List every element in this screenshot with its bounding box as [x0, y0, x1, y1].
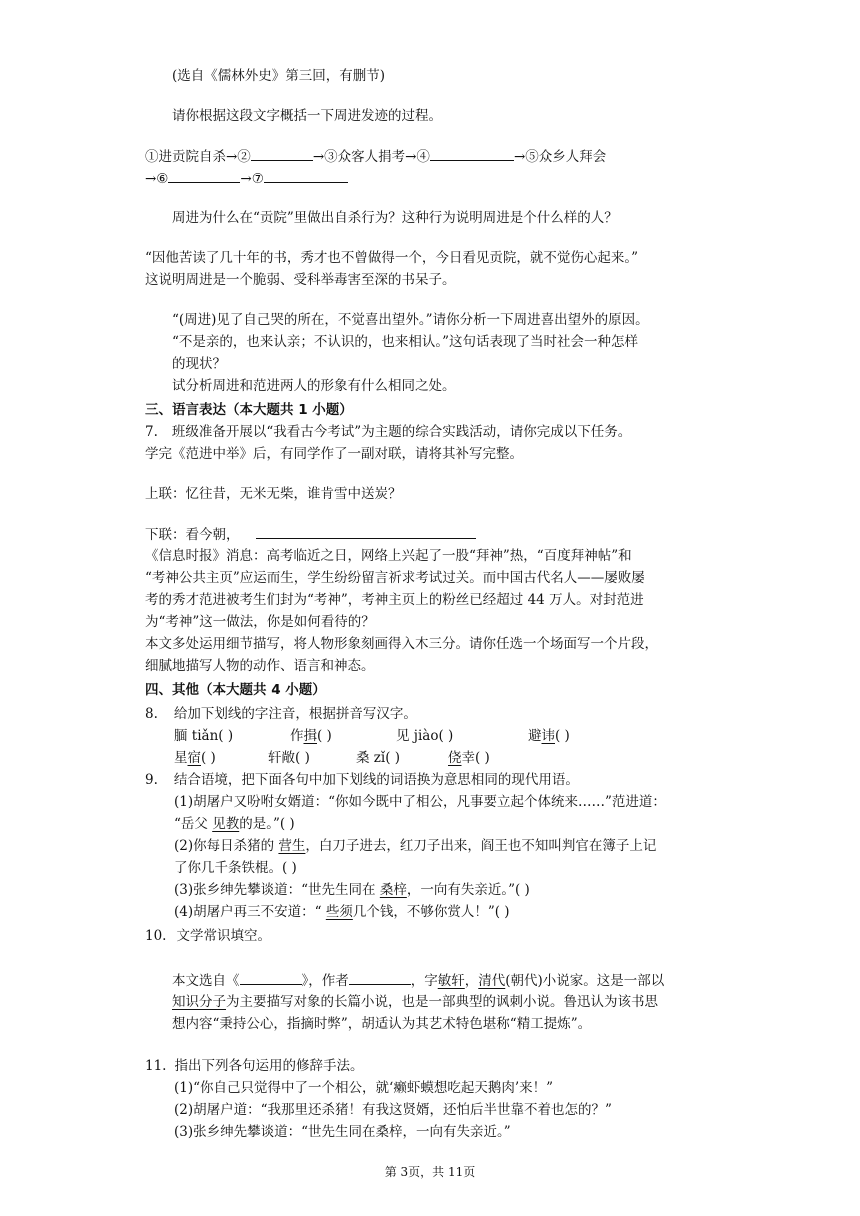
q10-line-2: 知识分子为主要描写对象的长篇小说，也是一部典型的讽刺小说。鲁迅认为该书思: [172, 994, 658, 1010]
q9-1-line-1: (1)胡屠户又吩咐女婿道：“你如今既中了相公，凡事要立起个体统来……”范进道：: [174, 794, 666, 810]
news-line-1: 《信息时报》消息：高考临近之日，网络上兴起了一股“拜神”热，“百度拜神帖”和: [145, 548, 632, 564]
q8-item: 侥幸( ): [448, 750, 490, 766]
q11-stem: 11. 指出下列各句运用的修辞手法。: [145, 1058, 364, 1074]
q6-prompt-4-line-2: 的现状？: [172, 356, 226, 372]
q7-line-1: 7. 班级准备开展以“我看古今考试”为主题的综合实践活动，请你完成以下任务。: [145, 424, 632, 440]
page-footer: 第 3页，共 11页: [384, 1165, 476, 1179]
q9-2-line-2: 了你几千条铁棍。( ): [174, 860, 297, 876]
source-note: (选自《儒林外史》第三回，有删节): [172, 68, 386, 84]
news-line-3: 考的秀才范进被考生们封为“考神”，考神主页上的粉丝已经超过 44 万人。对封范进: [145, 592, 644, 608]
q6-answer-2-line-2: 这说明周进是一个脆弱、受科举毒害至深的书呆子。: [145, 272, 456, 288]
q9-4: (4)胡屠户再三不安道：“ 些须几个钱，不够你赏人！”( ): [174, 904, 510, 920]
detail-line-1: 本文多处运用细节描写，将人物形象刻画得入木三分。请你任选一个场面写一个片段，: [145, 636, 658, 652]
news-line-4: 为“考神”这一做法，你是如何看待的？: [145, 614, 375, 630]
q10-line-1: 本文选自《 》，作者 ，字敏轩，清代(朝代)小说家。这是一部以: [172, 970, 664, 991]
q8-stem: 8. 给加下划线的字注音，根据拼音写汉字。: [145, 706, 417, 722]
couplet-upper: 上联：忆往昔，无米无柴，谁肯雪中送炭？: [145, 486, 402, 502]
q8-item: 星宿( ): [174, 750, 216, 766]
q8-item: 轩敞( ): [268, 750, 310, 766]
q7-line-2: 学完《范进中举》后，有同学作了一副对联，请将其补写完整。: [145, 446, 523, 462]
q11-1: (1)“你自己只觉得中了一个相公，就‘癞虾蟆想吃起天鹅肉’来！”: [174, 1080, 554, 1096]
section-4-heading: 四、其他（本大题共 4 小题）: [145, 682, 326, 698]
blank-6: [168, 168, 240, 183]
section-3-heading: 三、语言表达（本大题共 1 小题）: [145, 402, 353, 418]
q8-item: 腼 tiǎn( ): [174, 728, 234, 744]
q9-3: (3)张乡绅先攀谈道：“世先生同在 桑梓，一向有失亲近。”( ): [174, 882, 530, 898]
q8-item: 桑 zǐ( ): [356, 750, 401, 766]
q6-prompt-2: 周进为什么在“贡院”里做出自杀行为？这种行为说明周进是个什么样的人？: [172, 210, 618, 226]
q10-stem: 10. 文学常识填空。: [145, 928, 271, 944]
q6-prompt-4-line-1: “不是亲的，也来认亲；不认识的，也来相认。”这句话表现了当时社会一种怎样: [172, 334, 639, 350]
blank-7: [264, 168, 348, 183]
q10-line-3: 想内容“秉持公心，指摘时弊”，胡适认为其艺术特色堪称“精工提炼”。: [172, 1016, 592, 1032]
q11-3: (3)张乡绅先攀谈道：“世先生同在桑梓，一向有失亲近。”: [174, 1124, 511, 1140]
blank-2: [251, 146, 313, 161]
q11-2: (2)胡屠户道：“我那里还杀猪！有我这贤婿，还怕后半世靠不着也怎的？”: [174, 1102, 612, 1118]
q9-stem: 9. 结合语境，把下面各句中加下划线的词语换为意思相同的现代用语。: [145, 772, 579, 788]
q6-chain-line-2: →⑥ →⑦: [145, 168, 348, 189]
q9-1-line-2: “岳父 见教的是。”( ): [174, 816, 295, 832]
q10-blank-book: [240, 970, 302, 985]
q10-blank-author: [349, 970, 411, 985]
couplet-blank: [256, 524, 476, 539]
news-line-2: “考神公共主页”应运而生，学生纷纷留言祈求考试过关。而中国古代名人——屡败屡: [145, 570, 645, 586]
q8-item: 作揖( ): [290, 728, 332, 744]
q9-2-line-1: (2)你每日杀猪的 营生，白刀子进去，红刀子出来，阎王也不知叫判官在簿子上记: [174, 838, 657, 854]
q8-item: 见 jiào( ): [396, 728, 454, 744]
q6-prompt-3: “(周进)见了自己哭的所在，不觉喜出望外。”请你分析一下周进喜出望外的原因。: [172, 312, 649, 328]
blank-4: [430, 146, 514, 161]
couplet-lower: 下联：看今朝，: [145, 524, 476, 545]
q6-prompt-5: 试分析周进和范进两人的形象有什么相同之处。: [172, 378, 456, 394]
q6-answer-2-line-1: “因他苦读了几十年的书，秀才也不曾做得一个，今日看见贡院，就不觉伤心起来。”: [145, 250, 639, 266]
q6-prompt-1: 请你根据这段文字概括一下周进发迹的过程。: [172, 108, 442, 124]
detail-line-2: 细腻地描写人物的动作、语言和神态。: [145, 658, 375, 674]
q8-item: 避讳( ): [528, 728, 570, 744]
q6-chain-line-1: ①进贡院自杀→② →③众客人捐考→④ →⑤众乡人拜会: [145, 146, 606, 167]
